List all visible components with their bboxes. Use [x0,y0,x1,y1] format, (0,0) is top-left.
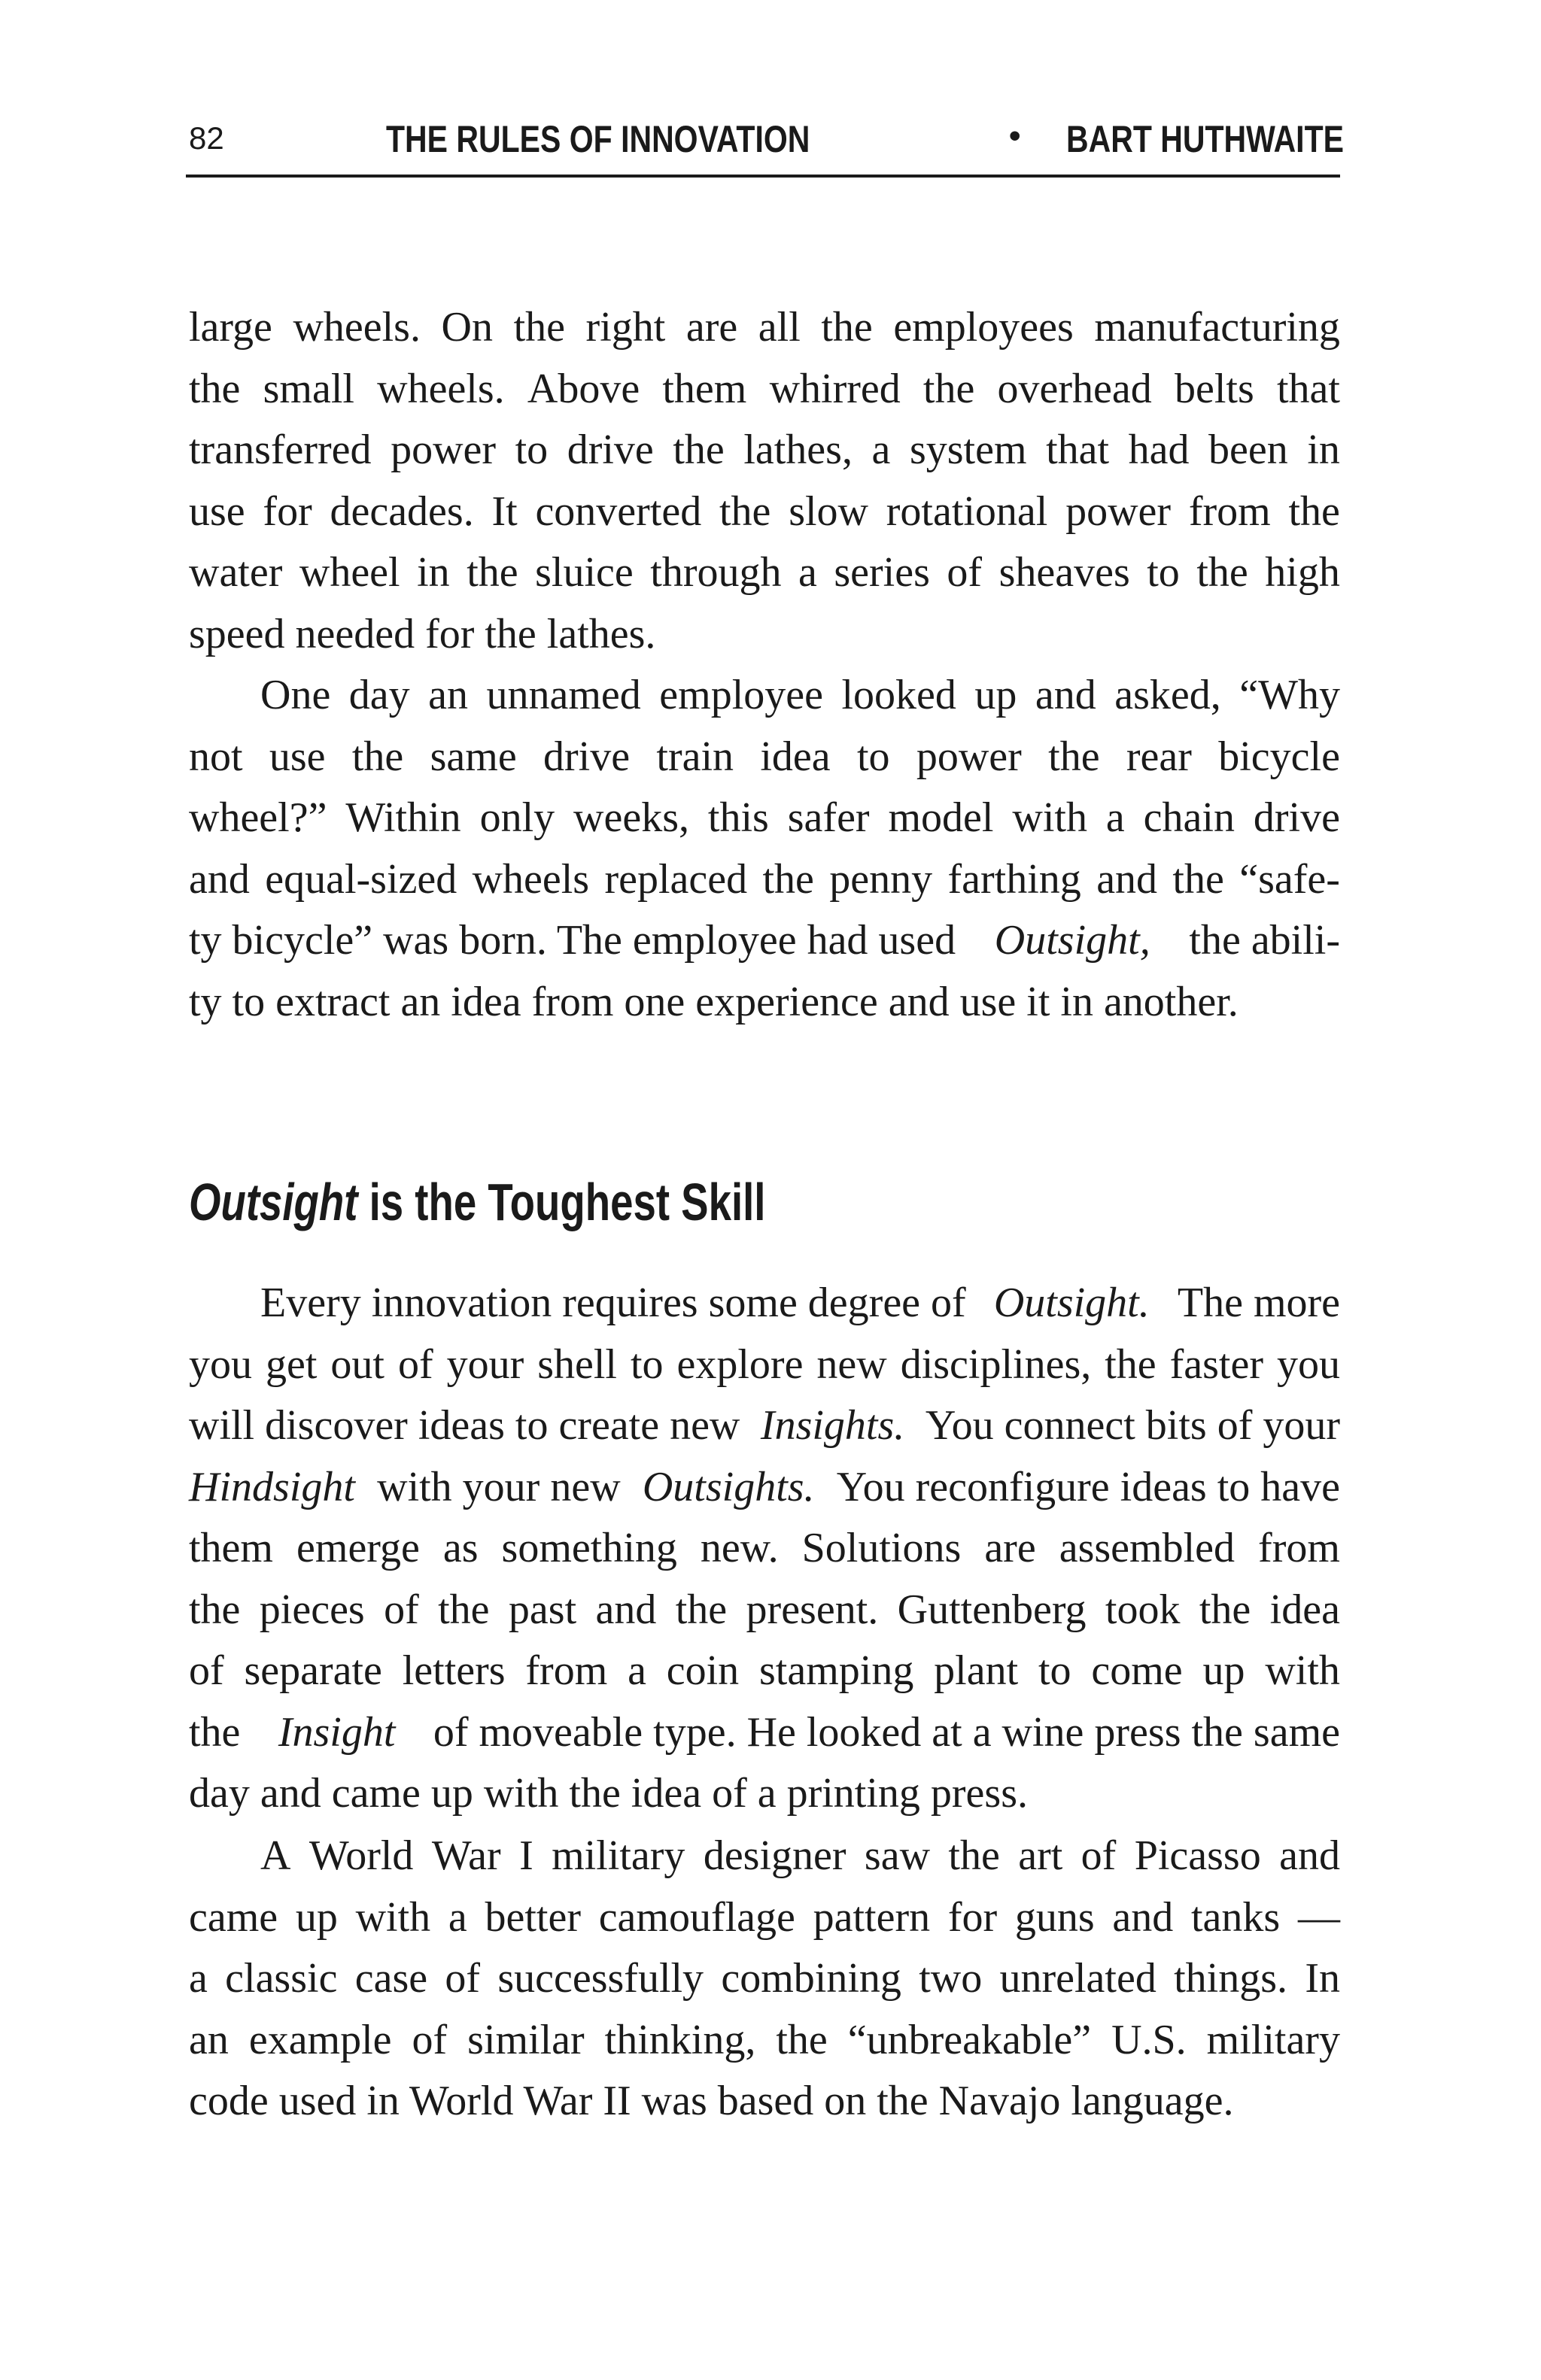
word: only [479,794,555,841]
word: lathes, [743,427,853,473]
word: up [295,1893,338,1941]
word: you [189,1340,252,1388]
word: to [630,1340,664,1388]
word: On [441,304,493,351]
word: power [916,733,1022,780]
word: in [1307,427,1340,473]
running-title: THE RULES OF INNOVATION [386,118,810,160]
word: faster [1169,1340,1263,1388]
word: thinking, [604,2016,756,2063]
word: the [189,365,241,412]
word: your [446,1340,524,1388]
word: get [265,1340,318,1388]
word: camouflage [598,1893,795,1941]
word: the [189,1586,241,1633]
word: One [260,672,331,718]
word: “unbreakable” [847,2016,1092,2063]
word: a [871,427,891,473]
word: shell [537,1340,617,1388]
text-line [189,1395,1340,1457]
word: and [1096,855,1158,903]
word: saw [864,1832,931,1879]
word: you [1276,1340,1340,1388]
word: coin [666,1647,740,1694]
word: wheel [299,549,400,596]
emphasis-insights: Insights. [760,1402,905,1449]
word: with [355,1893,431,1941]
text-line [189,481,1340,543]
word: successfully [497,1955,704,2002]
word: water [189,549,283,596]
word: the [1048,733,1100,780]
word: power [1065,487,1172,535]
word: decades. [330,487,474,535]
word: better [485,1893,581,1941]
word: farthing [947,855,1081,903]
word: assembled [1059,1525,1235,1571]
word: for [263,487,312,535]
word: them [662,365,747,412]
text-segment [278,1702,396,1764]
word: of [397,1340,433,1388]
text-line [189,2010,1340,2072]
word: overhead [997,365,1152,412]
text-line [189,359,1340,420]
word: military [552,1832,685,1879]
word: wheels. [293,304,421,351]
emphasis-hindsight: Hindsight [189,1463,355,1510]
word: emerge [296,1525,420,1571]
text-segment: with your new [377,1463,621,1510]
word: series [834,549,930,596]
word: A [260,1832,291,1879]
word: through [650,549,782,596]
word: World [309,1832,414,1879]
word: are [984,1525,1036,1571]
word: War [431,1832,501,1879]
word: use [189,487,245,535]
section-heading-rest: is the Toughest Skill [357,1173,766,1231]
word: the [1196,549,1248,596]
word: new [816,1340,887,1388]
text-segment [761,1395,904,1457]
word: train [656,733,734,780]
word: unrelated [999,1955,1157,2002]
word: U.S. [1111,2016,1187,2063]
word: the [1288,487,1340,535]
word: and [1112,1893,1174,1941]
word: past [508,1586,577,1633]
word: explore [676,1340,804,1388]
word: them [189,1525,273,1571]
word: that [1276,365,1340,412]
word: up [974,672,1017,718]
word: a [628,1647,646,1694]
text-segment: The more [1177,1280,1340,1326]
word: — [1297,1893,1340,1941]
word: transferred [189,427,372,473]
word: are [685,304,738,351]
word: wheels. [377,365,505,412]
text-segment: of moveable type. He looked at a wine press the same [433,1708,1340,1756]
word: whirred [769,365,901,412]
word: from [1188,487,1271,535]
word: employee [659,672,823,718]
word: guns [1014,1893,1095,1941]
word: belts [1174,365,1254,412]
word: I [519,1832,533,1879]
text-segment: the [189,1708,241,1756]
header-rule [186,175,1340,178]
emphasis-insight: Insight [278,1708,396,1756]
paragraph-3 [189,1273,1340,1825]
word: unnamed [486,672,641,718]
word: rotational [886,487,1048,535]
word: from [525,1647,608,1694]
word: to [515,427,549,473]
word: model [888,794,994,841]
section-heading [189,1172,765,1232]
word: not [189,733,243,780]
word: and [1279,1832,1340,1879]
text-line [189,1887,1340,1949]
text-line [189,1457,1340,1519]
text-segment [994,1273,1150,1334]
text-line [189,727,1340,788]
word: Above [527,365,640,412]
word: drive [567,427,654,473]
word: disciplines, [900,1340,1092,1388]
word: wheels [472,855,590,903]
word: with [1265,1647,1340,1694]
word: wheel?” [189,794,327,841]
text-line [189,788,1340,849]
text-segment: You connect bits of your [925,1402,1340,1449]
word: art [1018,1832,1063,1879]
word: penny [829,855,933,903]
text-line [189,1641,1340,1702]
word: a [1105,794,1125,841]
word: large [189,304,272,351]
word: an [428,672,469,718]
word: separate [244,1647,382,1694]
word: the [776,2016,828,2063]
word: the [673,427,725,473]
word: an [189,2016,229,2063]
word: had [1128,427,1190,473]
word: right [585,304,666,351]
word: come [1091,1647,1183,1694]
text-line [189,1580,1340,1641]
text-line: day and came up with the idea of a printing press. [189,1770,1028,1817]
word: use [269,733,326,780]
word: combining [721,1955,901,2002]
word: and [189,855,250,903]
word: small [263,365,354,412]
word: with [1012,794,1087,841]
word: “Why [1239,672,1340,718]
word: new. [700,1525,779,1571]
emphasis-outsight: Outsight, [994,917,1150,964]
word: designer [703,1832,846,1879]
word: employees [893,304,1074,351]
word: the [438,1586,490,1633]
section-heading-italic: Outsight [189,1173,358,1231]
word: drive [1253,794,1340,841]
word: pieces [259,1586,365,1633]
word: things. [1174,1955,1288,2002]
paragraph-4 [189,1826,1340,2133]
word: been [1208,427,1288,473]
word: to [1147,549,1180,596]
word: same [430,733,517,780]
word: bicycle [1218,733,1340,780]
word: a [189,1955,208,2002]
word: equal-sized [265,855,457,903]
running-header [186,114,1344,176]
word: similar [467,2016,585,2063]
word: sluice [535,549,634,596]
word: looked [841,672,956,718]
word: out [330,1340,384,1388]
word: and [1035,672,1096,718]
text-line [189,1702,1340,1764]
word: came [189,1893,278,1941]
text-line [189,1948,1340,2010]
text-line: code used in World War II was based on the Navajo language. [189,2078,1234,2124]
word: tanks [1191,1893,1281,1941]
word: the [467,549,518,596]
word: of [445,1955,481,2002]
page-number: 82 [189,120,224,156]
word: asked, [1114,672,1221,718]
word: stamping [759,1647,914,1694]
word: pattern [813,1893,931,1941]
word: Guttenberg [897,1586,1087,1633]
word: the [719,487,771,535]
word: Within [345,794,461,841]
text-segment [995,910,1150,972]
text-segment [189,1457,355,1519]
word: the [821,304,873,351]
word: in [417,549,450,596]
word: two [919,1955,983,2002]
text-line [189,1273,1340,1334]
text-line: speed needed for the lathes. [189,610,656,657]
word: Picasso [1134,1832,1261,1879]
word: case [354,1955,428,2002]
word: classic [225,1955,338,2002]
word: power [391,427,497,473]
text-line [189,297,1340,359]
word: and [595,1586,657,1633]
word: this [707,794,769,841]
emphasis-outsights: Outsights. [642,1463,815,1510]
text-segment [643,1457,815,1519]
text-segment: Every innovation requires some degree of [260,1280,966,1326]
word: that [1046,427,1110,473]
word: took [1105,1586,1181,1633]
word: the [1172,855,1224,903]
word: a [448,1893,467,1941]
emphasis-outsight: Outsight. [993,1280,1150,1326]
word: military [1206,2016,1340,2063]
text-line: ty to extract an idea from one experience and use it in another. [189,978,1239,1025]
word: plant [934,1647,1019,1694]
paragraph-1 [189,297,1340,665]
text-line [189,1826,1340,1887]
word: the [1105,1340,1157,1388]
text-line [189,849,1340,911]
text-segment: ty bicycle” was born. The employee had used [189,917,956,964]
word: to [856,733,890,780]
word: In [1305,1955,1340,2002]
word: the [513,304,565,351]
word: system [909,427,1027,473]
text-segment: the abili- [1189,917,1340,964]
text-line [189,420,1340,481]
word: rear [1126,733,1192,780]
header-separator: • [1009,117,1021,154]
word: something [501,1525,677,1571]
word: drive [543,733,631,780]
word: the [948,1832,1000,1879]
word: the [351,733,404,780]
word: as [442,1525,479,1571]
word: the [1199,1586,1251,1633]
word: idea [760,733,831,780]
word: manufacturing [1094,304,1340,351]
text-line [189,665,1340,727]
text-line [189,1334,1340,1396]
word: of [384,1586,419,1633]
paragraph-2 [189,665,1340,1033]
word: the [675,1586,728,1633]
word: sheaves [998,549,1130,596]
word: the [922,365,975,412]
word: “safe- [1239,855,1340,903]
word: of [189,1647,224,1694]
text-line [189,1518,1340,1580]
text-line [189,542,1340,604]
word: to [1038,1647,1071,1694]
word: slow [789,487,868,535]
word: of [412,2016,448,2063]
word: present. [746,1586,879,1633]
word: the [762,855,814,903]
word: for [947,1893,998,1941]
word: converted [535,487,702,535]
word: of [947,549,983,596]
text-line [189,910,1340,972]
word: up [1202,1647,1245,1694]
word: high [1265,549,1340,596]
word: of [1081,1832,1117,1879]
word: safer [787,794,870,841]
word: replaced [604,855,748,903]
word: weeks, [573,794,689,841]
word: letters [402,1647,506,1694]
word: from [1258,1525,1340,1571]
word: example [248,2016,392,2063]
running-author: BART HUTHWAITE [1066,118,1344,160]
word: day [348,672,410,718]
word: Solutions [801,1525,962,1571]
word: It [491,487,518,535]
word: idea [1269,1586,1340,1633]
text-segment: You reconfigure ideas to have [836,1463,1340,1510]
word: a [798,549,817,596]
word: chain [1143,794,1235,841]
word: all [758,304,801,351]
text-segment: will discover ideas to create new [189,1402,740,1449]
